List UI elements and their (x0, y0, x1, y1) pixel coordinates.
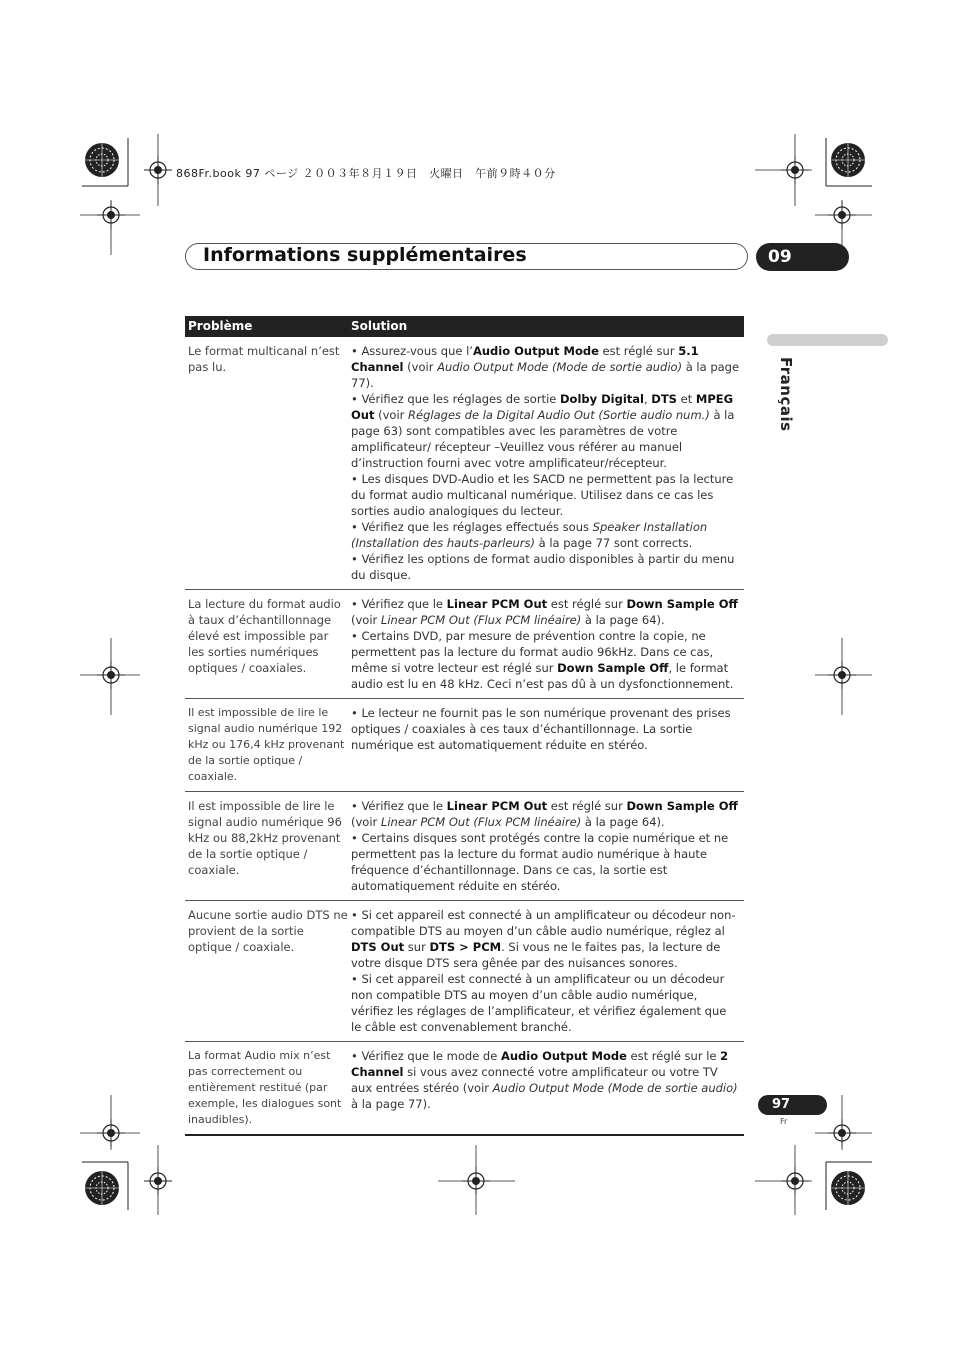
language-label: Français (777, 357, 795, 432)
header-solution: Solution (351, 319, 408, 333)
solution-text: • Vérifiez les options de format audio disponibles à partir du menu du disque. (351, 552, 735, 582)
solution-text: est réglé sur le (626, 1049, 721, 1063)
solution-text: Audio Output Mode (500, 1049, 627, 1063)
solution-item (351, 830, 740, 894)
solution-text: à la page 63) sont compatibles avec les paramètres de votre amplificateur/ récepteur –Veuillez vous référer au manuel d’instruction fourni avec votre amplificateur/récepteur. (351, 408, 735, 470)
solution-text: Linear PCM Out (Flux PCM linéaire) (380, 815, 582, 829)
solution-text: Down Sample Off (557, 661, 669, 675)
problem-cell: La format Audio mix n’est pas correctement ou entièrement restitué (par exemple, les dialogues sont inaudibles). (188, 1049, 342, 1126)
solution-text: Audio Output Mode (Mode de sortie audio) (437, 360, 683, 374)
solution-text: Down Sample Off (626, 597, 738, 611)
table-row (185, 590, 744, 699)
solution-text: DTS > PCM (429, 940, 502, 954)
solution-text: Audio Output Mode (Mode de sortie audio) (492, 1081, 738, 1095)
solution-text: Speaker Installation (Installation des hauts-parleurs) (351, 520, 708, 550)
section-title: Informations supplémentaires (203, 244, 527, 266)
solution-text: à la page 77). (351, 360, 740, 390)
solution-item (351, 519, 740, 551)
solution-item (351, 391, 740, 471)
solution-text: 2 Channel (351, 1049, 729, 1079)
solution-item (351, 907, 740, 971)
solution-text: Linear PCM Out (446, 597, 548, 611)
solution-text: et (676, 392, 696, 406)
solution-text: si vous avez connecté votre amplificateur ou votre TV aux entrées stéréo (voir (351, 1065, 718, 1095)
solution-text: (voir (351, 613, 381, 627)
language-tab (767, 334, 888, 346)
solution-text: Audio Output Mode (472, 344, 599, 358)
table-row (185, 337, 744, 590)
table-body (185, 337, 744, 1136)
solution-text: DTS Out (351, 940, 405, 954)
solution-item (351, 343, 740, 391)
solution-cell (348, 337, 744, 589)
solution-text: • Vérifiez que le (351, 799, 447, 813)
solution-cell (348, 699, 744, 791)
solution-cell (348, 1042, 744, 1134)
solution-text: est réglé sur (598, 344, 679, 358)
solution-item (351, 551, 740, 583)
table-row (185, 699, 744, 792)
problem-cell: Aucune sortie audio DTS ne provient de la sortie optique / coaxiale. (188, 908, 348, 954)
solution-text: MPEG Out (351, 392, 734, 422)
solution-text: Linear PCM Out (446, 799, 548, 813)
solution-item (351, 798, 740, 830)
solution-text: • Certains DVD, par mesure de prévention contre la copie, ne permettent pas la lecture du format audio 96kHz. Dans ce cas, même si votre lecteur est réglé sur (351, 629, 714, 675)
solution-text: Linear PCM Out (Flux PCM linéaire) (380, 613, 582, 627)
solution-text: • Vérifiez que les réglages effectués sous (351, 520, 593, 534)
solution-item (351, 628, 740, 692)
solution-text: • Vérifiez que le (351, 597, 447, 611)
solution-text: à la page 77 sont corrects. (534, 536, 693, 550)
solution-text: • Si cet appareil est connecté à un amplificateur ou décodeur non-compatible DTS au moyen d’un câble audio numérique, réglez al (351, 908, 736, 938)
solution-text: Réglages de la Digital Audio Out (Sortie audio num.) (408, 408, 710, 422)
solution-text: DTS (651, 392, 677, 406)
troubleshooting-table (185, 316, 744, 1136)
solution-cell (348, 590, 744, 698)
solution-cell (348, 901, 744, 1041)
problem-cell: Il est impossible de lire le signal audio numérique 96 kHz ou 88,2kHz provenant de la sortie optique / coaxiale. (188, 799, 342, 877)
header-problem: Problème (188, 319, 253, 333)
solution-text: Dolby Digital (560, 392, 644, 406)
solution-text: à la page 77). (351, 1097, 431, 1111)
solution-text: à la page 64). (581, 815, 665, 829)
solution-text: Down Sample Off (626, 799, 738, 813)
solution-text: • Les disques DVD-Audio et les SACD ne permettent pas la lecture du format audio multicanal numérique. Utilisez dans ce cas les sorties audio analogiques du lecteur. (351, 472, 734, 518)
solution-item (351, 471, 740, 519)
solution-text: . Si vous ne le faites pas, la lecture de votre disque DTS sera gênée par des nuisances sonores. (351, 940, 721, 970)
solution-text: , (643, 392, 652, 406)
page-language: Fr (780, 1117, 788, 1126)
solution-text: • Vérifiez que le mode de (351, 1049, 501, 1063)
table-row (185, 1042, 744, 1136)
solution-text: • Certains disques sont protégés contre la copie numérique et ne permettent pas la lecture du format audio numérique à haute fréquence d’échantillonnage. Dans ce cas, la sortie est automatiquement réduite en stéréo. (351, 831, 729, 893)
chapter-number-badge: 09 (756, 243, 849, 271)
table-row (185, 901, 744, 1042)
solution-text: • Le lecteur ne fournit pas le son numérique provenant des prises optiques / coaxiales à ces taux d’échantillonnage. La sortie numérique est automatiquement réduite en stéréo. (351, 706, 731, 752)
solution-item (351, 1048, 740, 1112)
problem-cell: La lecture du format audio à taux d’échantillonnage élevé est impossible par les sorties numériques optiques / coaxiales. (188, 597, 341, 675)
solution-text: (voir (403, 360, 438, 374)
solution-text: sur (404, 940, 430, 954)
solution-text: (voir (374, 408, 409, 422)
solution-cell (348, 792, 744, 900)
page-number: 97 (758, 1095, 827, 1115)
solution-text: 5.1 Channel (351, 344, 699, 374)
solution-text: est réglé sur (547, 799, 627, 813)
problem-cell: Il est impossible de lire le signal audio numérique 192 kHz ou 176,4 kHz provenant de la sortie optique / coaxiale. (188, 706, 345, 783)
table-header (185, 316, 744, 337)
table-row (185, 792, 744, 901)
solution-text: • Vérifiez que les réglages de sortie (351, 392, 560, 406)
solution-text: • Si cet appareil est connecté à un amplificateur ou un décodeur non compatible DTS au moyen d’un câble audio numérique, vérifiez les réglages de l’amplificateur, et vérifiez également que le câble est convenablement branché. (351, 972, 727, 1034)
book-file-header: 868Fr.book 97 ページ ２００３年８月１９日 火曜日 午前９時４０分 (176, 167, 556, 180)
problem-cell: Le format multicanal n’est pas lu. (188, 344, 340, 374)
solution-item (351, 971, 740, 1035)
solution-text: • Assurez-vous que l’ (351, 344, 473, 358)
solution-text: à la page 64). (581, 613, 665, 627)
solution-item (351, 596, 740, 628)
solution-text: (voir (351, 815, 381, 829)
solution-item (351, 705, 740, 753)
solution-text: est réglé sur (547, 597, 627, 611)
solution-text: , le format audio est lu en 48 kHz. Ceci n’est pas dû à un dysfonctionnement. (351, 661, 734, 691)
